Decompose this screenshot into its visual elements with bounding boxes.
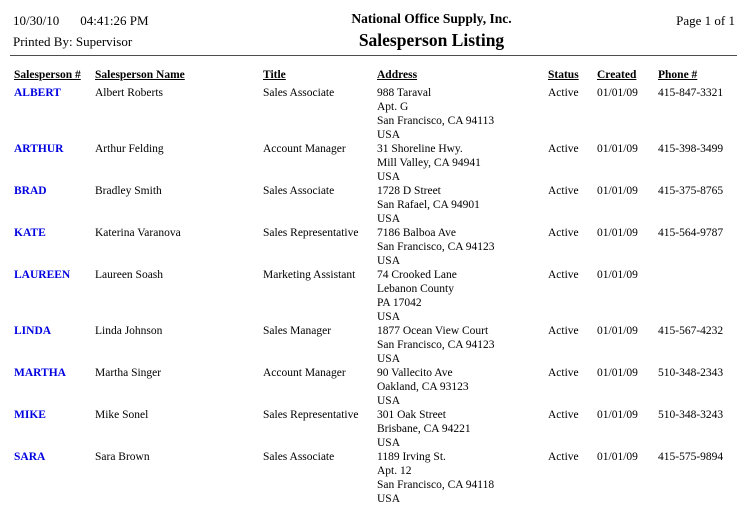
table-row — [0, 366, 745, 408]
salesperson-phone: 415-375-8765 — [658, 185, 724, 197]
address-line: 988 Taraval — [377, 87, 432, 99]
salesperson-address — [375, 268, 548, 324]
print-datetime — [13, 10, 238, 31]
salesperson-code-link[interactable]: LAUREEN — [14, 269, 71, 281]
salesperson-created: 01/01/09 — [597, 227, 638, 239]
column-header-salesperson-name: Salesperson Name — [95, 69, 185, 81]
salesperson-created: 01/01/09 — [597, 87, 638, 99]
address-line: Apt. 12 — [377, 465, 412, 477]
salesperson-address — [375, 366, 548, 408]
address-line: USA — [377, 311, 401, 323]
report-title-block — [238, 10, 625, 52]
salesperson-title: Marketing Assistant — [263, 269, 356, 281]
table-row — [0, 142, 745, 184]
address-line: 1877 Ocean View Court — [377, 325, 489, 337]
column-header-status: Status — [548, 69, 579, 81]
company-name: National Office Supply, Inc. — [351, 11, 512, 26]
table-row — [0, 226, 745, 268]
salesperson-status: Active — [548, 227, 579, 239]
salesperson-title: Sales Representative — [263, 227, 359, 239]
address-line: 1728 D Street — [377, 185, 441, 197]
print-date: 10/30/10 — [13, 13, 60, 28]
table-row — [0, 184, 745, 226]
address-line: 1189 Irving St. — [377, 451, 446, 463]
salesperson-status: Active — [548, 367, 579, 379]
salesperson-address — [375, 184, 548, 226]
salesperson-phone: 415-847-3321 — [658, 87, 724, 99]
page-indicator: Page 1 of 1 — [676, 13, 735, 28]
salesperson-created: 01/01/09 — [597, 451, 638, 463]
print-info — [13, 10, 238, 52]
salesperson-phone: 415-567-4232 — [658, 325, 724, 337]
address-line: San Francisco, CA 94118 — [377, 479, 495, 491]
salesperson-code-link[interactable]: KATE — [14, 227, 46, 239]
salesperson-code-link[interactable]: BRAD — [14, 185, 47, 197]
salesperson-address — [375, 324, 548, 366]
table-row — [0, 324, 745, 366]
salesperson-status: Active — [548, 185, 579, 197]
column-header-created: Created — [597, 69, 637, 81]
salesperson-name: Laureen Soash — [95, 269, 164, 281]
address-line: USA — [377, 437, 401, 449]
salesperson-status: Active — [548, 451, 579, 463]
address-line: PA 17042 — [377, 297, 422, 309]
salesperson-name: Martha Singer — [95, 367, 162, 379]
address-line: USA — [377, 493, 401, 505]
salesperson-status: Active — [548, 409, 579, 421]
address-line: 7186 Balboa Ave — [377, 227, 456, 239]
salesperson-title: Sales Associate — [263, 87, 335, 99]
address-line: Oakland, CA 93123 — [377, 381, 469, 393]
table-body — [0, 86, 745, 506]
column-header-phone: Phone # — [658, 69, 698, 81]
salesperson-title: Sales Representative — [263, 409, 359, 421]
salesperson-address — [375, 142, 548, 184]
salesperson-name: Bradley Smith — [95, 185, 162, 197]
salesperson-address — [375, 226, 548, 268]
address-line: 90 Vallecito Ave — [377, 367, 453, 379]
printed-by: Printed By: Supervisor — [13, 34, 133, 49]
salesperson-status: Active — [548, 269, 579, 281]
salesperson-name: Katerina Varanova — [95, 227, 181, 239]
salesperson-address — [375, 408, 548, 450]
salesperson-status: Active — [548, 325, 579, 337]
address-line: USA — [377, 171, 401, 183]
address-line: Apt. G — [377, 101, 409, 113]
salesperson-title: Account Manager — [263, 143, 346, 155]
table-row — [0, 450, 745, 506]
salesperson-created: 01/01/09 — [597, 325, 638, 337]
column-header-title: Title — [263, 69, 286, 81]
salesperson-created: 01/01/09 — [597, 143, 638, 155]
address-line: San Francisco, CA 94123 — [377, 241, 495, 253]
salesperson-name: Albert Roberts — [95, 87, 164, 99]
salesperson-title: Sales Manager — [263, 325, 332, 337]
salesperson-address — [375, 450, 548, 506]
address-line: Mill Valley, CA 94941 — [377, 157, 481, 169]
salesperson-name: Linda Johnson — [95, 325, 163, 337]
address-line: 74 Crooked Lane — [377, 269, 457, 281]
address-line: USA — [377, 129, 401, 141]
address-line: 301 Oak Street — [377, 409, 446, 421]
salesperson-phone: 415-398-3499 — [658, 143, 724, 155]
address-line: USA — [377, 353, 401, 365]
salesperson-name: Mike Sonel — [95, 409, 149, 421]
salesperson-code-link[interactable]: MARTHA — [14, 367, 66, 379]
salesperson-phone: 415-575-9894 — [658, 451, 724, 463]
table-row — [0, 268, 745, 324]
print-time: 04:41:26 PM — [80, 13, 149, 28]
column-header-salesperson-code: Salesperson # — [14, 69, 81, 81]
header-divider — [10, 55, 737, 56]
report-header — [0, 0, 745, 52]
salesperson-code-link[interactable]: SARA — [14, 451, 46, 463]
address-line: San Rafael, CA 94901 — [377, 199, 480, 211]
address-line: 31 Shoreline Hwy. — [377, 143, 463, 155]
salesperson-created: 01/01/09 — [597, 409, 638, 421]
salesperson-created: 01/01/09 — [597, 185, 638, 197]
address-line: San Francisco, CA 94113 — [377, 115, 495, 127]
column-header-address: Address — [377, 69, 418, 81]
address-line: Lebanon County — [377, 283, 454, 295]
salesperson-code-link[interactable]: LINDA — [14, 325, 52, 337]
salesperson-phone: 510-348-2343 — [658, 367, 724, 379]
salesperson-code-link[interactable]: MIKE — [14, 409, 46, 421]
salesperson-name: Arthur Felding — [95, 143, 164, 155]
salesperson-phone — [658, 268, 744, 324]
report-title: Salesperson Listing — [358, 30, 505, 50]
salesperson-phone: 415-564-9787 — [658, 227, 724, 239]
salesperson-address — [375, 86, 548, 142]
salesperson-created: 01/01/09 — [597, 269, 638, 281]
salesperson-phone: 510-348-3243 — [658, 409, 724, 421]
address-line: Brisbane, CA 94221 — [377, 423, 471, 435]
salesperson-title: Sales Associate — [263, 185, 335, 197]
table-header — [0, 68, 745, 82]
table-row — [0, 408, 745, 450]
salesperson-code-link[interactable]: ARTHUR — [14, 143, 64, 155]
address-line: USA — [377, 255, 401, 267]
table-row — [0, 86, 745, 142]
salesperson-title: Account Manager — [263, 367, 346, 379]
address-line: San Francisco, CA 94123 — [377, 339, 495, 351]
salesperson-name: Sara Brown — [95, 451, 150, 463]
salesperson-status: Active — [548, 87, 579, 99]
salesperson-code-link[interactable]: ALBERT — [14, 87, 61, 99]
salesperson-created: 01/01/09 — [597, 367, 638, 379]
address-line: USA — [377, 395, 401, 407]
salesperson-title: Sales Associate — [263, 451, 335, 463]
address-line: USA — [377, 213, 401, 225]
salesperson-status: Active — [548, 143, 579, 155]
